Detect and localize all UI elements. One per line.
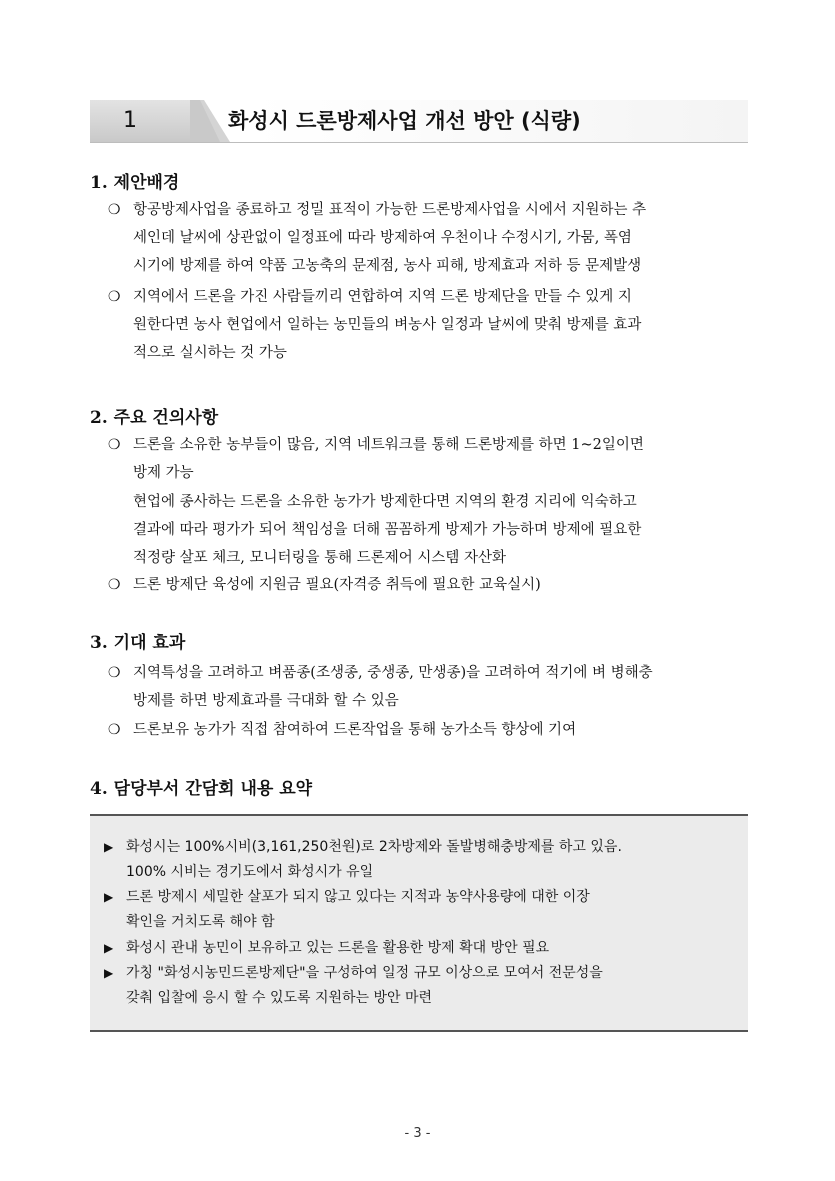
body-line: 원한다면 농사 현업에서 일하는 농민들의 벼농사 일정과 날씨에 맞춰 방제를 효과 (133, 317, 642, 333)
body-line: 지역에서 드론을 가진 사람들끼리 연합하여 지역 드론 방제단을 만들 수 있게 지 (133, 289, 632, 305)
summary-line: 드론 방제시 세밀한 살포가 되지 않고 있다는 지적과 농약사용량에 대한 이장 (126, 889, 590, 905)
heading-main-suggestions: 2. 주요 건의사항 (90, 408, 219, 428)
summary-line: 화성시 관내 농민이 보유하고 있는 드론을 활용한 방제 확대 방안 필요 (126, 940, 550, 956)
circle-bullet-icon: ❍ (108, 202, 121, 218)
body-line: 드론보유 농가가 직접 참여하여 드론작업을 통해 농가소득 향상에 기여 (133, 722, 577, 738)
circle-bullet-icon: ❍ (108, 289, 121, 305)
page-title: 화성시 드론방제사업 개선 방안 (식량) (228, 109, 581, 133)
heading-proposal-background: 1. 제안배경 (90, 173, 180, 193)
circle-bullet-icon: ❍ (108, 577, 121, 593)
body-line: 현업에 종사하는 드론을 소유한 농가가 방제한다면 지역의 환경 지리에 익숙하고 (133, 494, 637, 510)
title-number: 1 (123, 108, 137, 133)
body-line: 항공방제사업을 종료하고 정밀 표적이 가능한 드론방제사업을 시에서 지원하는 추 (133, 202, 647, 218)
summary-line: 화성시는 100%시비(3,161,250천원)로 2차방제와 돌발병해충방제를 하고 있음. (126, 839, 622, 855)
body-line: 드론 방제단 육성에 지원금 필요(자격증 취득에 필요한 교육실시) (133, 577, 541, 593)
section-title-banner (90, 100, 748, 144)
summary-line: 갖춰 입찰에 응시 할 수 있도록 지원하는 방안 마련 (126, 990, 433, 1006)
triangle-bullet-icon: ▶ (104, 966, 114, 980)
triangle-bullet-icon: ▶ (104, 840, 114, 854)
summary-box (90, 814, 748, 1032)
body-line: 지역특성을 고려하고 벼품종(조생종, 중생종, 만생종)을 고려하여 적기에 벼 병해충 (133, 665, 653, 681)
body-line: 방제를 하면 방제효과를 극대화 할 수 있음 (133, 693, 399, 709)
summary-line: 가칭 "화성시농민드론방제단"을 구성하여 일정 규모 이상으로 모여서 전문성을 (126, 965, 603, 981)
body-line: 적으로 실시하는 것 가능 (133, 345, 287, 361)
circle-bullet-icon: ❍ (108, 665, 121, 681)
heading-meeting-summary: 4. 담당부서 간담회 내용 요약 (90, 779, 313, 799)
body-line: 방제 가능 (133, 465, 194, 481)
page-number: - 3 - (404, 1126, 431, 1141)
summary-line: 100% 시비는 경기도에서 화성시가 유일 (126, 864, 374, 880)
body-line: 시기에 방제를 하여 약품 고농축의 문제점, 농사 피해, 방제효과 저하 등 문제발생 (133, 258, 642, 274)
circle-bullet-icon: ❍ (108, 437, 121, 453)
triangle-bullet-icon: ▶ (104, 890, 114, 904)
body-line: 결과에 따라 평가가 되어 책임성을 더해 꼼꼼하게 방제가 가능하며 방제에 필요한 (133, 522, 642, 538)
body-line: 세인데 날씨에 상관없이 일정표에 따라 방제하여 우천이나 수정시기, 가뭄, 폭염 (133, 230, 632, 246)
triangle-bullet-icon: ▶ (104, 941, 114, 955)
heading-expected-effects: 3. 기대 효과 (90, 633, 186, 653)
circle-bullet-icon: ❍ (108, 722, 121, 738)
body-line: 드론을 소유한 농부들이 많음, 지역 네트워크를 통해 드론방제를 하면 1~2일이면 (133, 437, 644, 453)
summary-line: 확인을 거치도록 해야 함 (126, 914, 275, 930)
body-line: 적정량 살포 체크, 모니터링을 통해 드론제어 시스템 자산화 (133, 550, 507, 566)
